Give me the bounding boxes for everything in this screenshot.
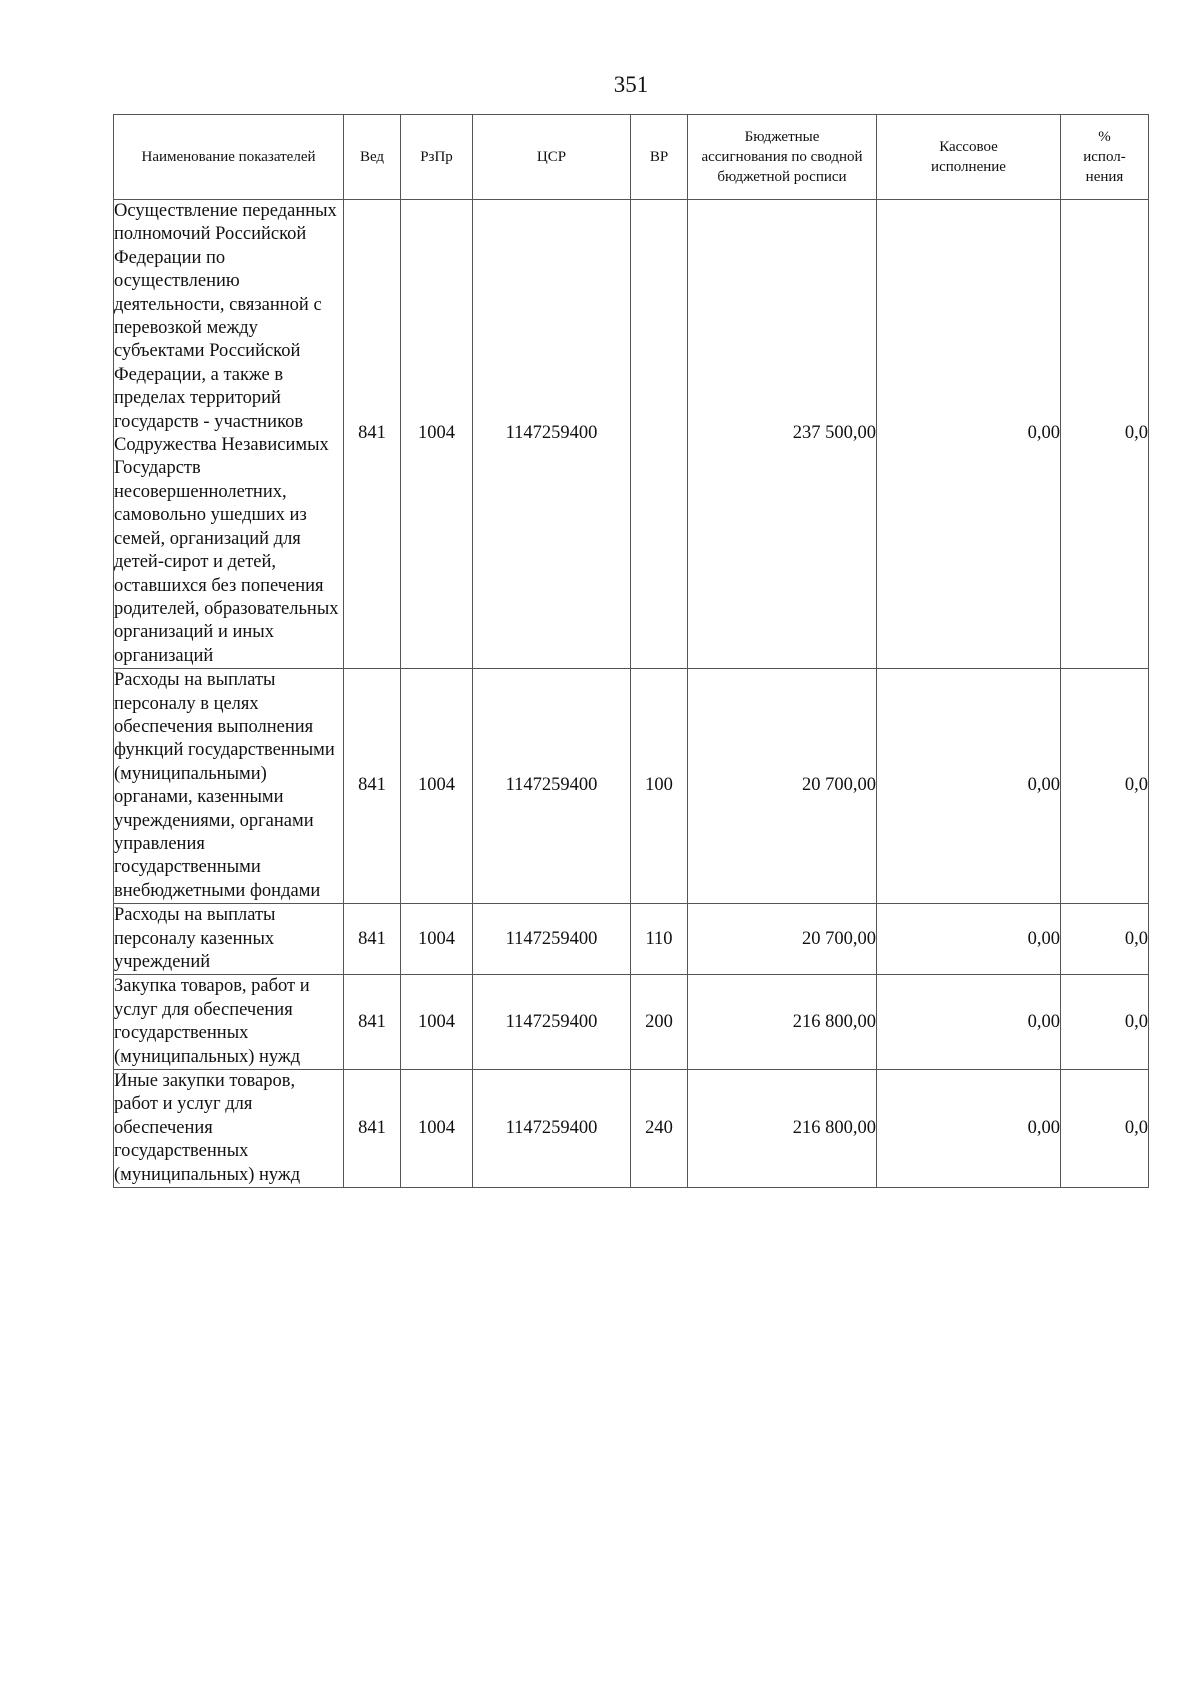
- table-row: [114, 1070, 1149, 1188]
- page-number: 351: [613, 72, 649, 97]
- row-ved: 841: [344, 975, 401, 1070]
- row-ved: 841: [344, 669, 401, 904]
- row-budget: 216 800,00: [688, 1070, 877, 1188]
- row-cash: 0,00: [877, 1070, 1061, 1188]
- row-name: Осуществление переданных полномочий Российской Федерации по осуществлению деятельности, связанной с перевозкой между субъектами Российской Федерации, а также в пределах территорий государств - участников Содружества Независимых Государств несовершеннолетних, самовольно ушедших из семей, организаций для детей-сирот и детей, оставшихся без попечения родителей, образовательных организаций и иных организаций: [114, 200, 344, 669]
- row-cash: 0,00: [877, 669, 1061, 904]
- header-percent: % испол- нения: [1061, 115, 1149, 200]
- row-csr: 1147259400: [473, 904, 631, 975]
- row-name: Закупка товаров, работ и услуг для обеспечения государственных (муниципальных) нужд: [114, 975, 344, 1070]
- row-name: Иные закупки товаров, работ и услуг для обеспечения государственных (муниципальных) нужд: [114, 1070, 344, 1188]
- table-row: [114, 975, 1149, 1070]
- budget-execution-table: [113, 114, 1149, 1188]
- row-name: Расходы на выплаты персоналу в целях обеспечения выполнения функций государственными (муниципальными) органами, казенными учреждениями, органами управления государственными внебюджетными фондами: [114, 669, 344, 904]
- row-percent: 0,0: [1061, 904, 1149, 975]
- row-ved: 841: [344, 200, 401, 669]
- table-row: [114, 200, 1149, 669]
- row-cash: 0,00: [877, 904, 1061, 975]
- row-csr: 1147259400: [473, 1070, 631, 1188]
- header-budget: Бюджетные ассигнования по сводной бюджетной росписи: [688, 115, 877, 200]
- row-cash: 0,00: [877, 975, 1061, 1070]
- row-budget: 237 500,00: [688, 200, 877, 669]
- header-cash: Кассовое исполнение: [877, 115, 1061, 200]
- table-row: [114, 669, 1149, 904]
- header-vr: ВР: [631, 115, 688, 200]
- table-header-row: [114, 115, 1149, 200]
- row-vr: 200: [631, 975, 688, 1070]
- row-rzpr: 1004: [401, 904, 473, 975]
- row-csr: 1147259400: [473, 975, 631, 1070]
- row-budget: 216 800,00: [688, 975, 877, 1070]
- row-budget: 20 700,00: [688, 904, 877, 975]
- header-csr: ЦСР: [473, 115, 631, 200]
- row-rzpr: 1004: [401, 200, 473, 669]
- row-vr: 240: [631, 1070, 688, 1188]
- row-name: Расходы на выплаты персоналу казенных учреждений: [114, 904, 344, 975]
- row-percent: 0,0: [1061, 669, 1149, 904]
- row-csr: 1147259400: [473, 669, 631, 904]
- row-vr: 110: [631, 904, 688, 975]
- row-ved: 841: [344, 904, 401, 975]
- row-cash: 0,00: [877, 200, 1061, 669]
- row-rzpr: 1004: [401, 1070, 473, 1188]
- row-rzpr: 1004: [401, 669, 473, 904]
- row-rzpr: 1004: [401, 975, 473, 1070]
- table-row: [114, 904, 1149, 975]
- row-budget: 20 700,00: [688, 669, 877, 904]
- row-csr: 1147259400: [473, 200, 631, 669]
- row-percent: 0,0: [1061, 1070, 1149, 1188]
- row-percent: 0,0: [1061, 975, 1149, 1070]
- row-vr: [631, 200, 688, 669]
- header-rzpr: РзПр: [401, 115, 473, 200]
- row-percent: 0,0: [1061, 200, 1149, 669]
- header-name: Наименование показателей: [114, 115, 344, 200]
- row-ved: 841: [344, 1070, 401, 1188]
- row-vr: 100: [631, 669, 688, 904]
- header-ved: Вед: [344, 115, 401, 200]
